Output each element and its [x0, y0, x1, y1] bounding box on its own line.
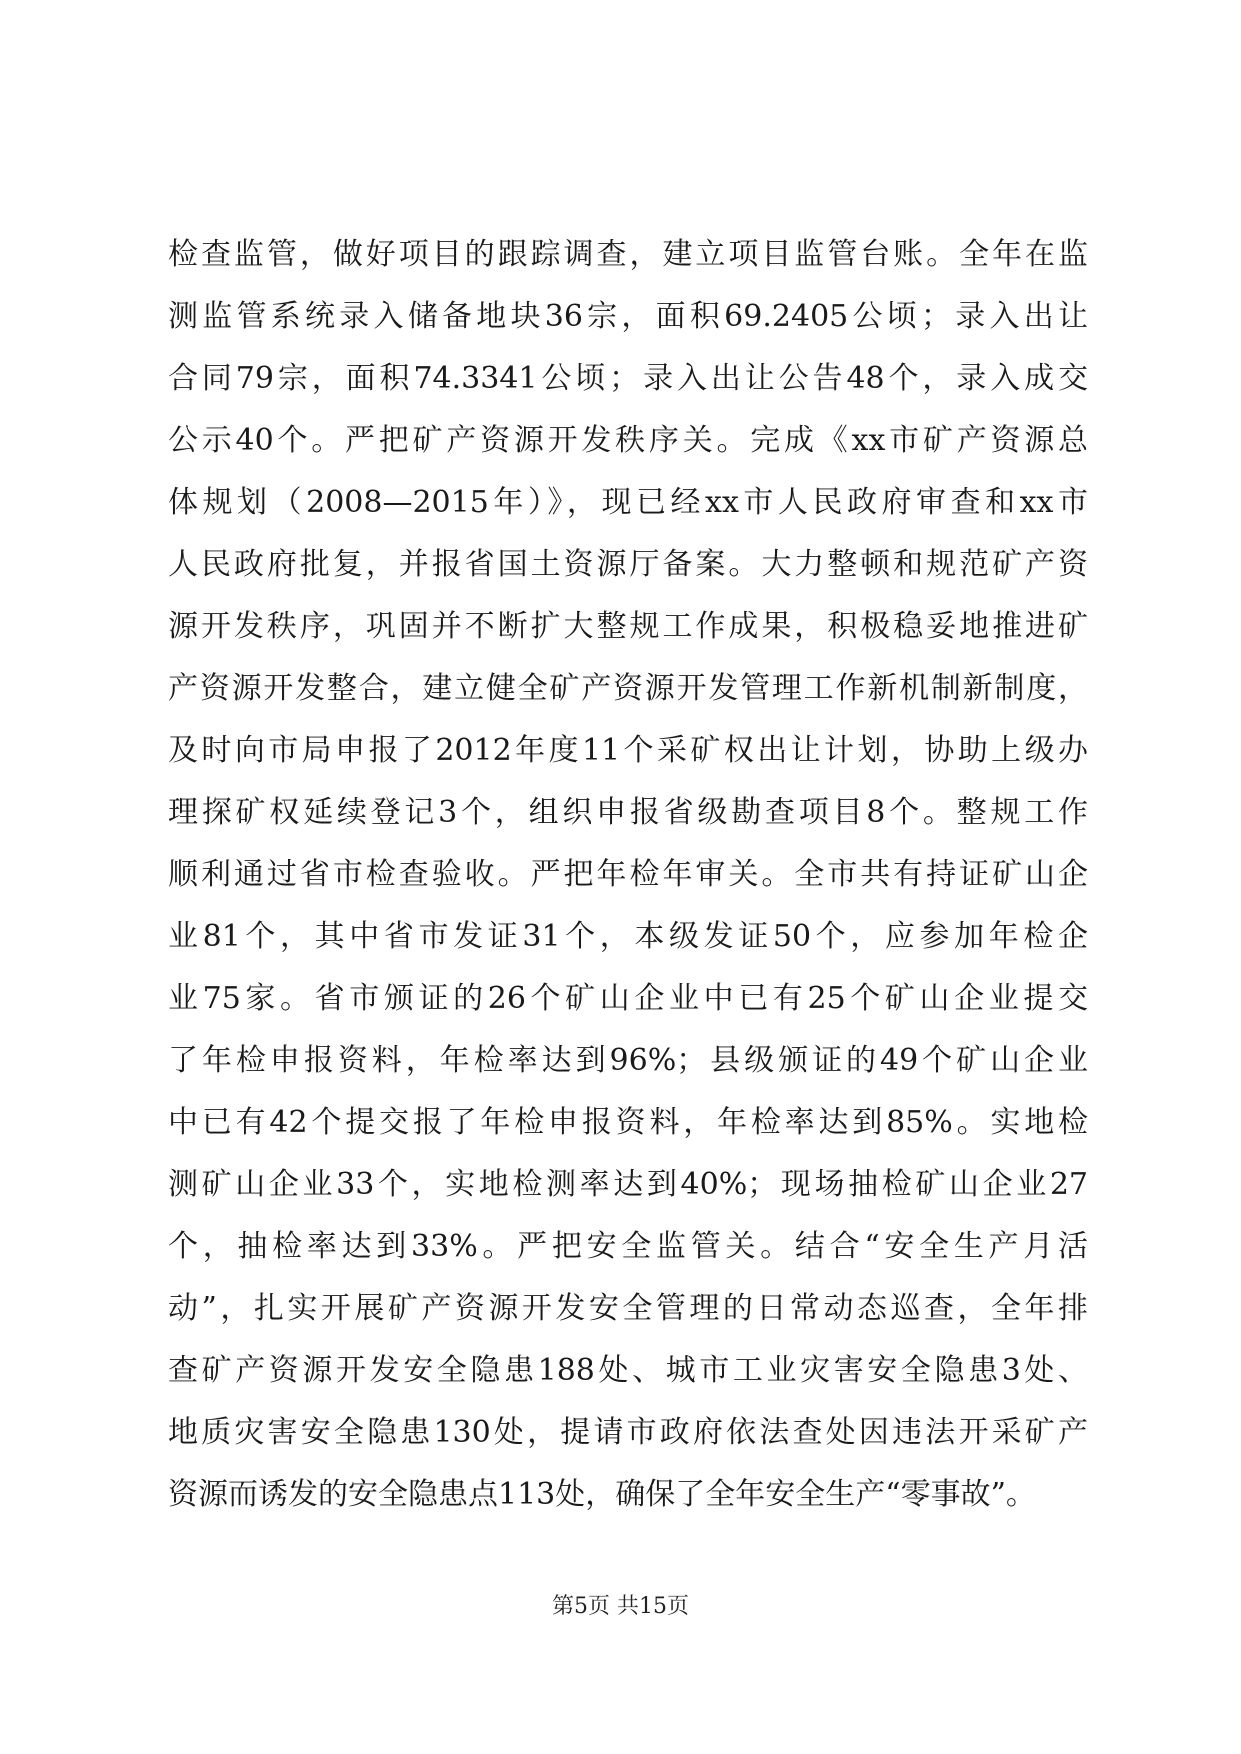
text-line: 公示40个。严把矿产资源开发秩序关。完成《xx市矿产资源总	[168, 423, 1088, 458]
text-line: 人民政府批复，并报省国土资源厅备案。大力整顿和规范矿产资	[168, 547, 1088, 582]
text-line: 测监管系统录入储备地块36宗，面积69.2405公顷；录入出让	[168, 299, 1088, 334]
text-line: 地质灾害安全隐患130处，提请市政府依法查处因违法开采矿产	[168, 1415, 1088, 1450]
text-line: 测矿山企业33个，实地检测率达到40%；现场抽检矿山企业27	[168, 1167, 1088, 1202]
text-line: 及时向市局申报了2012年度11个采矿权出让计划，协助上级办	[168, 733, 1088, 768]
text-line: 检查监管，做好项目的跟踪调查，建立项目监管台账。全年在监	[168, 237, 1088, 272]
text-line: 顺利通过省市检查验收。严把年检年审关。全市共有持证矿山企	[168, 857, 1088, 892]
text-line: 体规划（2008—2015年）》，现已经xx市人民政府审查和xx市	[168, 485, 1088, 520]
text-line: 动”，扎实开展矿产资源开发安全管理的日常动态巡查，全年排	[168, 1291, 1088, 1326]
page-number-footer: 第5页 共15页	[552, 1594, 689, 1619]
text-line: 中已有42个提交报了年检申报资料，年检率达到85%。实地检	[168, 1105, 1088, 1140]
text-line: 查矿产资源开发安全隐患188处、城市工业灾害安全隐患3处、	[168, 1353, 1088, 1388]
text-line: 个，抽检率达到33%。严把安全监管关。结合“安全生产月活	[168, 1229, 1088, 1264]
text-line: 了年检申报资料，年检率达到96%；县级颁证的49个矿山企业	[168, 1043, 1088, 1078]
text-line: 资源而诱发的安全隐患点113处，确保了全年安全生产“零事故”。	[168, 1477, 1036, 1512]
text-line: 源开发秩序，巩固并不断扩大整规工作成果，积极稳妥地推进矿	[168, 609, 1088, 644]
text-line: 理探矿权延续登记3个，组织申报省级勘查项目8个。整规工作	[168, 795, 1088, 830]
text-line: 产资源开发整合，建立健全矿产资源开发管理工作新机制新制度，	[168, 671, 1088, 706]
text-line: 合同79宗，面积74.3341公顷；录入出让公告48个，录入成交	[168, 361, 1088, 396]
text-line: 业75家。省市颁证的26个矿山企业中已有25个矿山企业提交	[168, 981, 1088, 1016]
text-line: 业81个，其中省市发证31个，本级发证50个，应参加年检企	[168, 919, 1088, 954]
